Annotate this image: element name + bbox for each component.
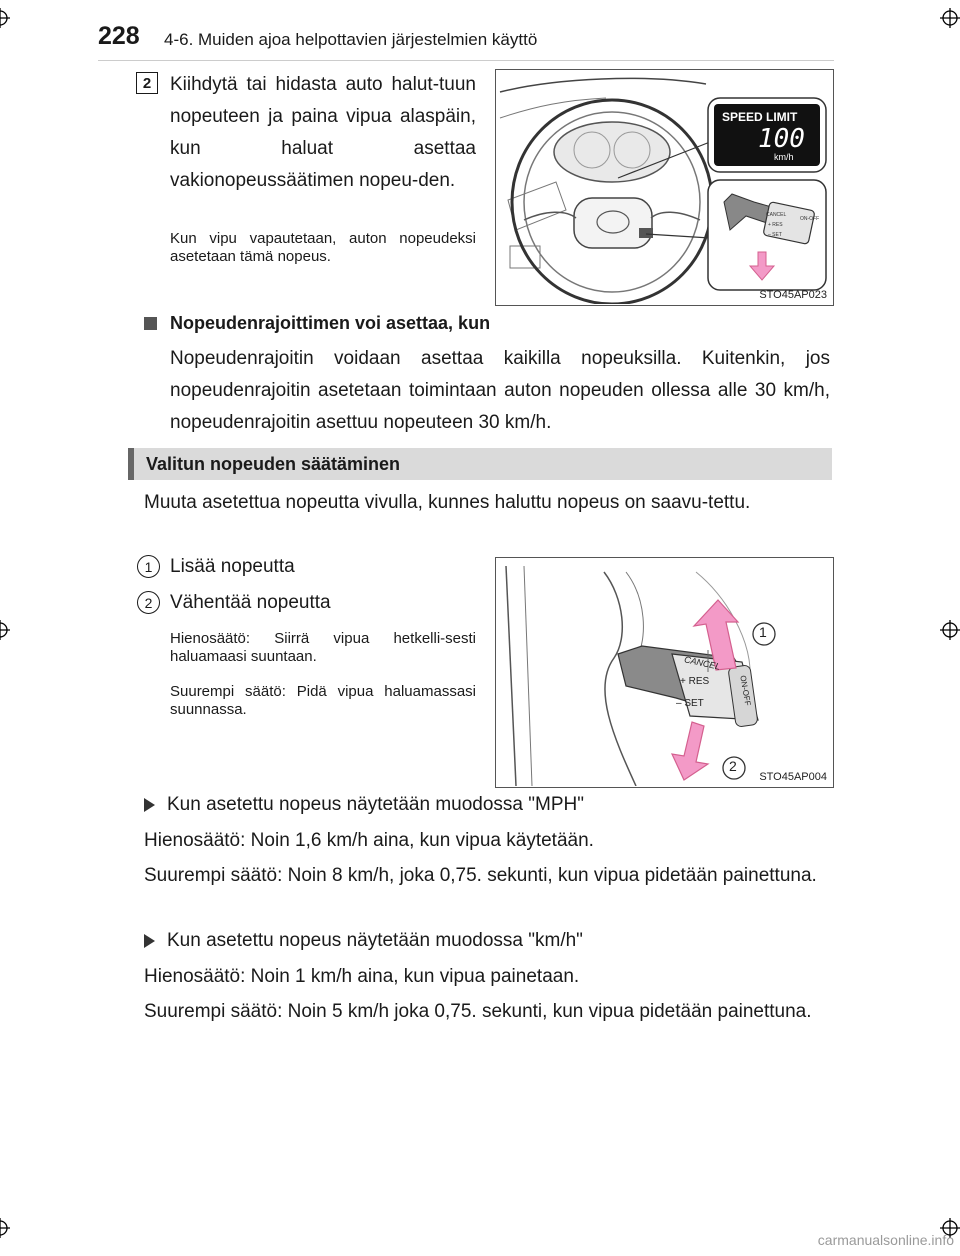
figure-caption: STO45AP023: [759, 289, 827, 301]
triangle-bullet-icon: [144, 798, 155, 812]
stalk-res-label: + RES: [768, 222, 783, 228]
crop-mark-icon: [0, 1218, 10, 1238]
stalk-onoff-label: ON-OFF: [738, 674, 753, 707]
subsection-title: Nopeudenrajoittimen voi asettaa, kun: [170, 313, 491, 333]
page-number: 228: [98, 22, 140, 50]
crop-mark-icon: [0, 8, 10, 28]
cruise-stalk-illustration: [496, 558, 832, 786]
stalk-cancel-label: CANCEL: [766, 212, 787, 218]
stalk-cancel-label: CANCEL: [683, 654, 722, 672]
item-marker-1: 1: [137, 555, 160, 578]
steering-wheel-illustration: [496, 70, 832, 304]
callout-1: 1: [759, 624, 767, 640]
mph-heading-text: Kun asetettu nopeus näytetään muodossa "MPH": [167, 794, 584, 815]
step-note: Kun vipu vapautetaan, auton nopeudeksi asetetaan tämä nopeus.: [170, 230, 476, 265]
coarse-adjust-note: Suurempi säätö: Pidä vipua haluamassasi suunnassa.: [170, 683, 476, 718]
stalk-onoff-label: ON-OFF: [800, 216, 820, 222]
kmh-coarse-text: Suurempi säätö: Noin 5 km/h joka 0,75. sekunti, kun vipua pidetään painettuna.: [144, 1001, 812, 1022]
crop-mark-icon: [940, 8, 960, 28]
stalk-res-label: + RES: [680, 676, 710, 687]
stalk-set-label: – SET: [768, 232, 782, 238]
figure-caption: STO45AP004: [759, 771, 827, 783]
speed-limit-figure: [495, 69, 834, 306]
stalk-figure: [495, 557, 834, 788]
crop-mark-icon: [940, 620, 960, 640]
step-text: Kiihdytä tai hidasta auto halut-tuun nopeuteen ja paina vipua alaspäin, kun haluat asettaa vakionopeussäätimen nopeu-den.: [170, 74, 476, 191]
chapter-title: 4-6. Muiden ajoa helpottavien järjestelmien käyttö: [164, 30, 538, 49]
fine-adjust-note: Hienosäätö: Siirrä vipua hetkelli-sesti haluamaasi suuntaan.: [170, 630, 476, 665]
callout-2: 2: [729, 758, 737, 774]
section-title: Valitun nopeuden säätäminen: [146, 453, 401, 474]
watermark: carmanualsonline.info: [817, 1232, 954, 1248]
mph-heading: [144, 794, 584, 816]
kmh-heading: [144, 930, 583, 952]
mph-fine-text: Hienosäätö: Noin 1,6 km/h aina, kun vipua käytetään.: [144, 830, 594, 851]
subsection-text: Nopeudenrajoitin voidaan asettaa kaikilla nopeuksilla. Kuitenkin, jos nopeudenrajoitin asetetaan toimintaan auton nopeuden ollessa alle 30 km/h, nopeudenrajoitin asettuu nopeuteen 30 km/h.: [170, 348, 830, 433]
item-label-2: Vähentää nopeutta: [170, 592, 331, 613]
item-marker-2: 2: [137, 591, 160, 614]
section-intro: Muuta asetettua nopeutta vivulla, kunnes haluttu nopeus on saavu-tettu.: [144, 492, 751, 513]
mph-coarse-text: Suurempi säätö: Noin 8 km/h, joka 0,75. sekunti, kun vipua pidetään painettuna.: [144, 865, 817, 886]
square-bullet-icon: [144, 317, 157, 330]
item-label-1: Lisää nopeutta: [170, 556, 295, 577]
step-marker: 2: [136, 72, 158, 94]
section-header: [128, 448, 832, 480]
speed-unit: km/h: [774, 152, 794, 162]
speed-limit-label: SPEED LIMIT: [722, 110, 798, 124]
triangle-bullet-icon: [144, 934, 155, 948]
header-divider: [98, 60, 834, 61]
stalk-set-label: – SET: [676, 698, 704, 709]
speed-limit-value: 100: [758, 124, 805, 154]
crop-mark-icon: [0, 620, 10, 640]
subsection-heading: [144, 313, 490, 334]
kmh-fine-text: Hienosäätö: Noin 1 km/h aina, kun vipua painetaan.: [144, 966, 580, 987]
kmh-heading-text: Kun asetettu nopeus näytetään muodossa "km/h": [167, 930, 583, 951]
